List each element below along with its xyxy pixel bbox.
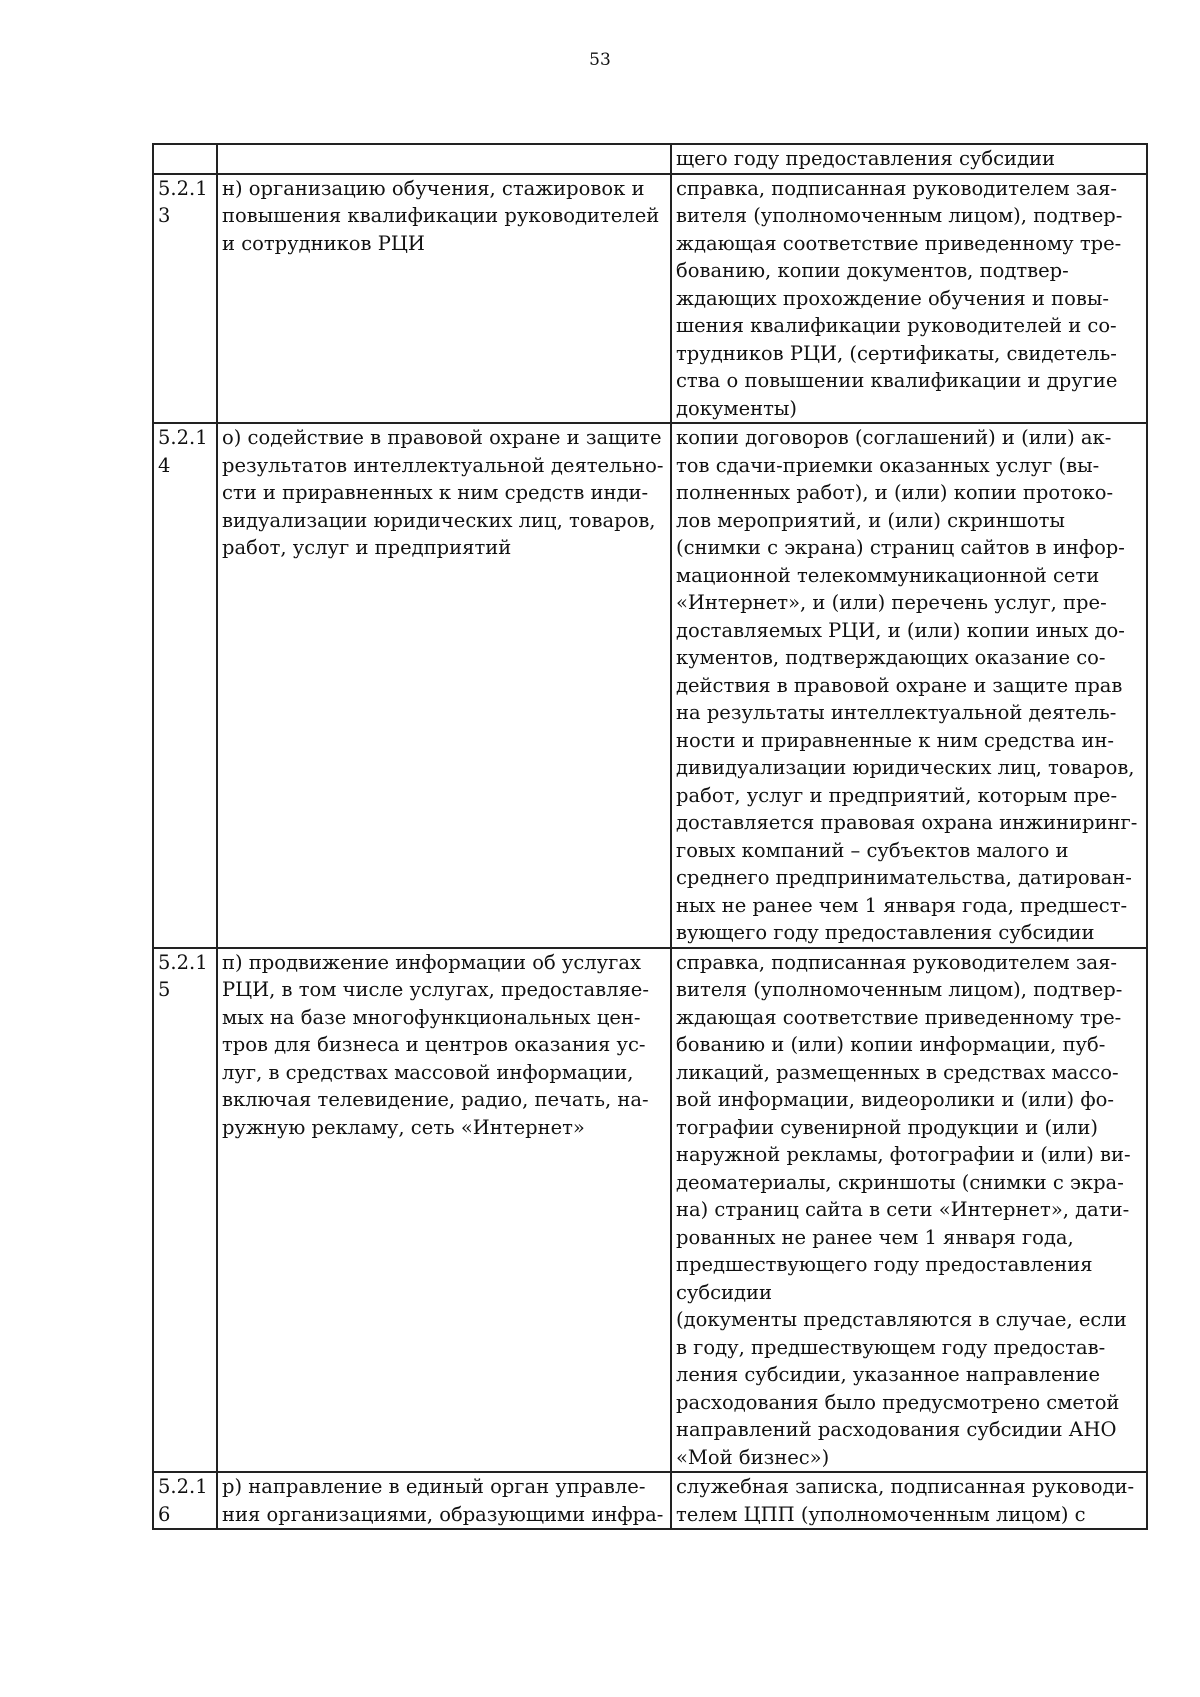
table-row xyxy=(153,174,1147,424)
table-row xyxy=(153,1472,1147,1529)
item-name-cell: п) продвижение информации об услугах РЦИ, в том числе услугах, предоставляе- мых на базе многофункциональных цен- тров для бизнеса и центров оказания ус- луг, в средствах массовой информации, включая телевидение, радио, печать, на- ружную рекламу, сеть «Интернет» xyxy=(217,948,671,1473)
item-number-cell: 5.2.13 xyxy=(153,174,217,424)
item-number-cell: 5.2.15 xyxy=(153,948,217,1473)
item-documents-cell: копии договоров (соглашений) и (или) ак- тов сдачи-приемки оказанных услуг (вы- полненных работ), и (или) копии протоко- лов мероприятий, и (или) скриншоты (снимки с экрана) страниц сайтов в инфор- мационной телекоммуникационной сети «Интернет», и (или) перечень услуг, пре- доставляемых РЦИ, и (или) копии иных до- кументов, подтверждающих оказание со- действия в правовой охране и защите прав на результаты интеллектуальной деятель- ности и приравненные к ним средства ин- дивидуализации юридических лиц, товаров, работ, услуг и предприятий, которым пре- доставляется правовая охрана инжиниринг- говых компаний – субъектов малого и среднего предпринимательства, датирован- ных не ранее чем 1 января года, предшест- вующего году предоставления субсидии xyxy=(671,423,1147,948)
item-number-cell xyxy=(153,144,217,174)
item-number-cell: 5.2.16 xyxy=(153,1472,217,1529)
item-number-cell: 5.2.14 xyxy=(153,423,217,948)
requirements-table xyxy=(152,143,1148,1530)
item-documents-cell: справка, подписанная руководителем зая- вителя (уполномоченным лицом), подтвер- ждающая соответствие приведенному тре- бованию, копии документов, подтвер- ждающих прохождение обучения и повы- шения квалификации руководителей и со- трудников РЦИ, (сертификаты, свидетель- ства о повышении квалификации и другие документы) xyxy=(671,174,1147,424)
item-documents-cell: служебная записка, подписанная руководи- телем ЦПП (уполномоченным лицом) с xyxy=(671,1472,1147,1529)
item-name-cell xyxy=(217,144,671,174)
item-name-cell: р) направление в единый орган управле- ния организациями, образующими инфра- xyxy=(217,1472,671,1529)
item-documents-cell: щего году предоставления субсидии xyxy=(671,144,1147,174)
item-name-cell: н) организацию обучения, стажировок и повышения квалификации руководителей и сотрудников РЦИ xyxy=(217,174,671,424)
item-documents-cell: справка, подписанная руководителем зая- вителя (уполномоченным лицом), подтвер- ждающая соответствие приведенному тре- бованию и (или) копии информации, пуб- ликаций, размещенных в средствах массо- вой информации, видеоролики и (или) фо- тографии сувенирной продукции и (или) наружной рекламы, фотографии и (или) ви- деоматериалы, скриншоты (снимки с экра- на) страниц сайта в сети «Интернет», дати- рованных не ранее чем 1 января года, предшествующего году предоставления субсидии (документы представляются в случае, если в году, предшествующем году предостав- ления субсидии, указанное направление расходования было предусмотрено сметой направлений расходования субсидии АНО «Мой бизнес») xyxy=(671,948,1147,1473)
page-number: 53 xyxy=(589,50,611,70)
table-row xyxy=(153,948,1147,1473)
table-row xyxy=(153,144,1147,174)
table-row xyxy=(153,423,1147,948)
item-name-cell: о) содействие в правовой охране и защите результатов интеллектуальной деятельно- сти и приравненных к ним средств инди- видуализации юридических лиц, товаров, работ, услуг и предприятий xyxy=(217,423,671,948)
